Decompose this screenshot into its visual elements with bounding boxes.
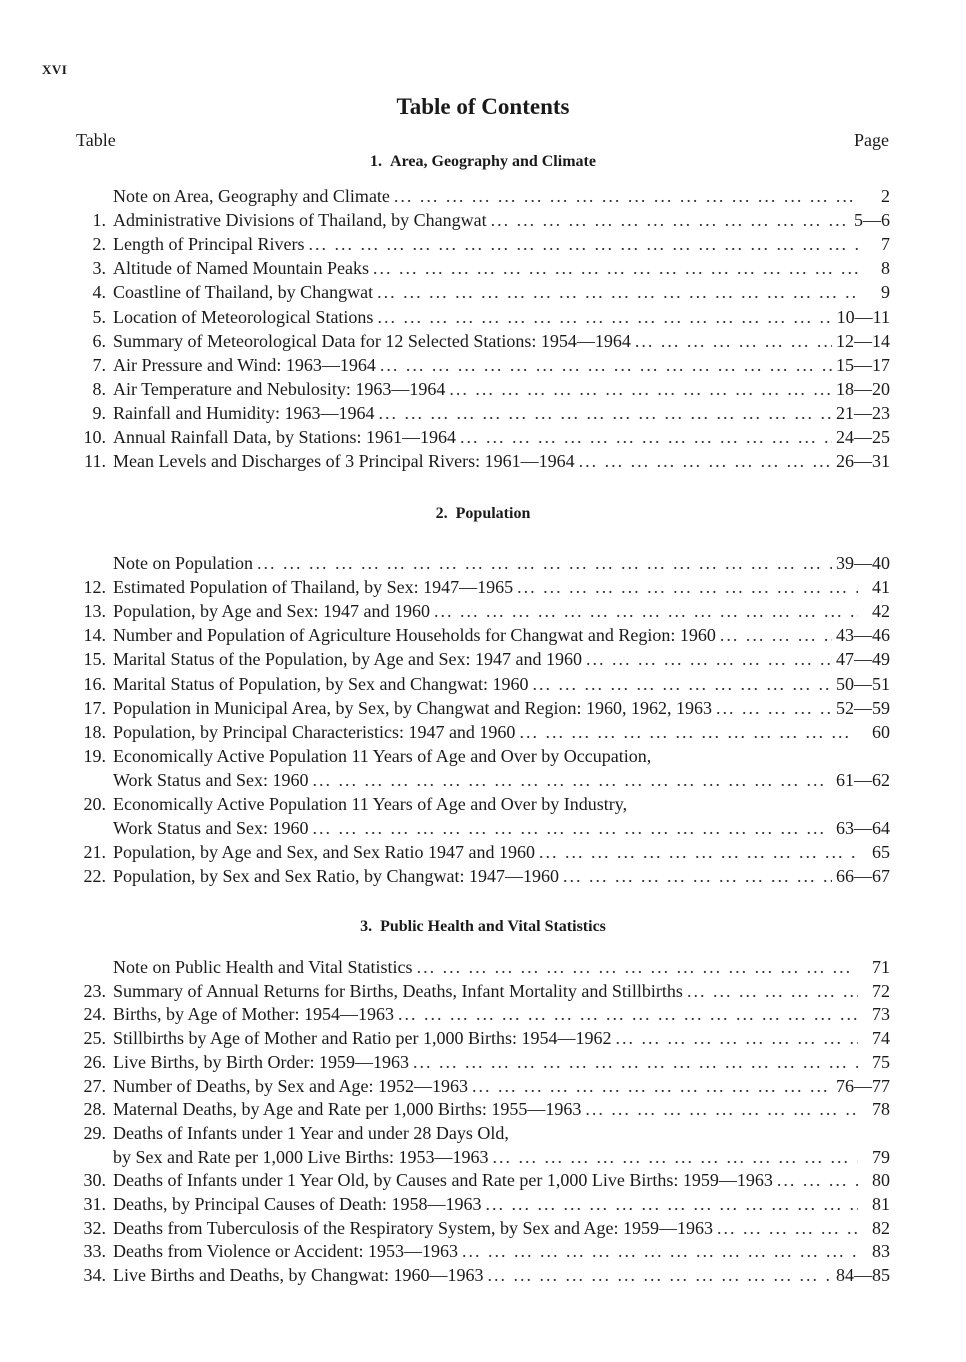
entry-number: 10. bbox=[83, 427, 106, 447]
entry-page: 82 bbox=[872, 1217, 890, 1238]
entry-title: Mean Levels and Discharges of 3 Principal Rivers: 1961—1964 bbox=[113, 451, 575, 472]
dot-leader bbox=[313, 768, 832, 792]
entry-number: 7. bbox=[92, 354, 106, 375]
dot-leader bbox=[635, 329, 832, 353]
entry-page: 47—49 bbox=[836, 649, 890, 670]
dot-leader bbox=[257, 551, 832, 575]
dot-leader bbox=[563, 864, 832, 888]
entry-page: 39—40 bbox=[836, 553, 890, 573]
toc-entry[interactable] bbox=[72, 329, 890, 353]
entry-number: 3. bbox=[92, 258, 106, 279]
entry-title: Altitude of Named Mountain Peaks bbox=[113, 258, 369, 279]
entry-number: 11. bbox=[84, 451, 106, 472]
entry-page: 26—31 bbox=[836, 451, 890, 472]
entry-number: 24. bbox=[83, 1004, 106, 1025]
entry-page: 21—23 bbox=[836, 402, 890, 423]
entry-number: 28. bbox=[83, 1099, 106, 1120]
entry-title: Marital Status of Population, by Sex and Changwat: 1960 bbox=[113, 673, 529, 694]
entry-title: Air Pressure and Wind: 1963—1964 bbox=[113, 354, 376, 375]
dot-leader bbox=[717, 1216, 858, 1240]
entry-page: 75 bbox=[872, 1051, 890, 1072]
dot-leader bbox=[417, 955, 858, 979]
toc-entry[interactable] bbox=[72, 768, 890, 792]
entry-number: 16. bbox=[83, 673, 106, 694]
dot-leader bbox=[539, 840, 858, 864]
dot-leader bbox=[716, 696, 832, 720]
dot-leader bbox=[373, 256, 858, 280]
entry-number: 1. bbox=[92, 210, 106, 231]
dot-leader bbox=[492, 1145, 858, 1169]
toc-entry[interactable] bbox=[72, 1239, 890, 1263]
entry-number: 13. bbox=[83, 601, 106, 622]
entry-number: 23. bbox=[83, 980, 106, 1001]
entry-title: by Sex and Rate per 1,000 Live Births: 1953—1963 bbox=[113, 1146, 489, 1167]
entry-page: 63—64 bbox=[836, 818, 890, 839]
entry-page: 52—59 bbox=[836, 697, 890, 718]
entry-page: 5—6 bbox=[854, 210, 890, 231]
entry-title: Air Temperature and Nebulosity: 1963—1964 bbox=[113, 378, 446, 399]
entry-title: Marital Status of the Population, by Age and Sex: 1947 and 1960 bbox=[113, 649, 582, 670]
toc-entry[interactable] bbox=[72, 955, 890, 979]
entry-number: 26. bbox=[83, 1051, 106, 1072]
entry-title: Population in Municipal Area, by Sex, by Changwat and Region: 1960, 1962, 1963 bbox=[113, 697, 712, 718]
dot-leader bbox=[313, 816, 832, 840]
entry-page: 24—25 bbox=[836, 427, 890, 447]
toc-entry[interactable] bbox=[72, 575, 890, 599]
entry-title: Number and Population of Agriculture Households for Changwat and Region: 1960 bbox=[113, 625, 716, 646]
dot-leader bbox=[377, 305, 832, 329]
toc-entry[interactable] bbox=[72, 401, 890, 425]
toc-entry[interactable] bbox=[72, 840, 890, 864]
toc-entry[interactable] bbox=[72, 816, 890, 840]
entry-title: Economically Active Population 11 Years of Age and Over by Industry, bbox=[113, 794, 628, 814]
entry-title: Population, by Age and Sex: 1947 and 1960 bbox=[113, 601, 430, 622]
section-number: 1. bbox=[370, 153, 383, 170]
entry-title: Summary of Meteorological Data for 12 Selected Stations: 1954—1964 bbox=[113, 330, 631, 351]
entry-page: 60 bbox=[872, 721, 890, 742]
column-header-page: Page bbox=[854, 130, 889, 150]
entry-title: Live Births and Deaths, by Changwat: 1960—1963 bbox=[113, 1265, 484, 1286]
dot-leader bbox=[380, 353, 832, 377]
toc-entry[interactable] bbox=[72, 696, 890, 720]
entry-title: Population, by Sex and Sex Ratio, by Changwat: 1947—1960 bbox=[113, 866, 559, 887]
entry-title: Rainfall and Humidity: 1963—1964 bbox=[113, 402, 375, 423]
dot-leader bbox=[460, 425, 832, 449]
dot-leader bbox=[532, 672, 832, 696]
toc-entry[interactable] bbox=[72, 1074, 890, 1098]
entry-number: 31. bbox=[83, 1194, 106, 1214]
entry-number: 12. bbox=[83, 577, 106, 598]
entry-number: 19. bbox=[83, 745, 106, 766]
entry-page: 12—14 bbox=[836, 330, 890, 351]
toc-entry[interactable] bbox=[72, 184, 890, 208]
entry-number: 32. bbox=[83, 1217, 106, 1238]
section-title: Population bbox=[455, 505, 531, 522]
dot-leader bbox=[378, 401, 832, 425]
section-heading bbox=[0, 153, 966, 171]
entry-title: Note on Population bbox=[113, 553, 253, 573]
dot-leader bbox=[413, 1050, 858, 1074]
entry-number: 9. bbox=[92, 402, 106, 423]
dot-leader bbox=[720, 623, 832, 647]
toc-entry[interactable] bbox=[72, 647, 890, 671]
toc-entry[interactable] bbox=[72, 1168, 890, 1192]
entry-number: 29. bbox=[83, 1122, 106, 1143]
entry-number: 21. bbox=[83, 842, 106, 863]
entry-number: 33. bbox=[83, 1241, 106, 1262]
entry-page: 72 bbox=[872, 980, 890, 1001]
dot-leader bbox=[449, 377, 832, 401]
toc-entry[interactable] bbox=[72, 1263, 890, 1287]
entry-page: 76—77 bbox=[836, 1075, 890, 1096]
entry-title: Summary of Annual Returns for Births, Deaths, Infant Mortality and Stillbirths bbox=[113, 980, 683, 1001]
entry-page: 78 bbox=[872, 1099, 890, 1120]
toc-entry[interactable] bbox=[72, 232, 890, 256]
dot-leader bbox=[394, 184, 858, 208]
toc-entry[interactable] bbox=[72, 1097, 890, 1121]
entry-page: 9 bbox=[881, 282, 890, 303]
toc-entry[interactable] bbox=[72, 280, 890, 304]
entry-title: Population, by Age and Sex, and Sex Ratio 1947 and 1960 bbox=[113, 842, 535, 863]
entry-title: Work Status and Sex: 1960 bbox=[113, 769, 309, 790]
dot-leader bbox=[519, 720, 858, 744]
toc-entry[interactable] bbox=[72, 1192, 890, 1216]
entry-title: Number of Deaths, by Sex and Age: 1952—1963 bbox=[113, 1075, 468, 1096]
dot-leader bbox=[308, 232, 858, 256]
entry-page: 15—17 bbox=[836, 354, 890, 375]
entry-number: 25. bbox=[83, 1028, 106, 1049]
entry-page: 66—67 bbox=[836, 866, 890, 887]
dot-leader bbox=[398, 1002, 858, 1026]
dot-leader bbox=[615, 1026, 858, 1050]
entry-title: Note on Area, Geography and Climate bbox=[113, 186, 390, 206]
entry-title: Live Births, by Birth Order: 1959—1963 bbox=[113, 1051, 409, 1072]
entry-page: 43—46 bbox=[836, 625, 890, 646]
section-title: Public Health and Vital Statistics bbox=[380, 918, 606, 935]
entry-title: Stillbirths by Age of Mother and Ratio per 1,000 Births: 1954—1962 bbox=[113, 1028, 612, 1049]
dot-leader bbox=[687, 979, 858, 1003]
entry-title: Maternal Deaths, by Age and Rate per 1,000 Births: 1955—1963 bbox=[113, 1099, 582, 1120]
toc-entry[interactable] bbox=[72, 720, 890, 744]
toc-entry[interactable] bbox=[72, 1121, 890, 1145]
toc-entry[interactable] bbox=[72, 1026, 890, 1050]
entry-title: Coastline of Thailand, by Changwat bbox=[113, 282, 374, 303]
toc-entry[interactable] bbox=[72, 256, 890, 280]
entry-title: Deaths, by Principal Causes of Death: 1958—1963 bbox=[113, 1194, 482, 1214]
entry-title: Location of Meteorological Stations bbox=[113, 306, 374, 327]
entry-title: Births, by Age of Mother: 1954—1963 bbox=[113, 1004, 394, 1025]
entry-number: 15. bbox=[83, 649, 106, 670]
toc-entry[interactable] bbox=[72, 305, 890, 329]
toc-entry[interactable] bbox=[72, 744, 890, 768]
entry-number: 17. bbox=[83, 697, 106, 718]
entry-number: 30. bbox=[83, 1170, 106, 1191]
entry-title: Deaths of Infants under 1 Year Old, by Causes and Rate per 1,000 Live Births: 1959—1963 bbox=[113, 1170, 773, 1191]
toc-entry[interactable] bbox=[72, 979, 890, 1003]
toc-entry[interactable] bbox=[72, 864, 890, 888]
entry-page: 10—11 bbox=[836, 306, 890, 327]
entry-page: 81 bbox=[872, 1194, 890, 1214]
dot-leader bbox=[777, 1168, 858, 1192]
entry-title: Economically Active Population 11 Years of Age and Over by Occupation, bbox=[113, 745, 652, 766]
entry-page: 61—62 bbox=[836, 769, 890, 790]
column-header-table: Table bbox=[76, 130, 116, 150]
dot-leader bbox=[579, 449, 832, 473]
entry-page: 2 bbox=[881, 186, 890, 206]
entry-title: Work Status and Sex: 1960 bbox=[113, 818, 309, 839]
toc-entry[interactable] bbox=[72, 1145, 890, 1169]
entry-number: 4. bbox=[92, 282, 106, 303]
entry-page: 73 bbox=[872, 1004, 890, 1025]
dot-leader bbox=[485, 1192, 858, 1216]
toc-entry[interactable] bbox=[72, 449, 890, 473]
dot-leader bbox=[487, 1263, 832, 1287]
dot-leader bbox=[491, 208, 850, 232]
entry-page: 8 bbox=[881, 258, 890, 279]
section-number: 2. bbox=[435, 505, 448, 522]
toc-entry[interactable] bbox=[72, 623, 890, 647]
entry-page: 84—85 bbox=[836, 1265, 890, 1286]
entry-page: 71 bbox=[872, 957, 890, 977]
toc-entry[interactable] bbox=[72, 551, 890, 575]
entry-number: 6. bbox=[92, 330, 106, 351]
section-number: 3. bbox=[360, 918, 373, 935]
entry-number: 27. bbox=[83, 1075, 106, 1096]
entry-title: Population, by Principal Characteristics: 1947 and 1960 bbox=[113, 721, 516, 742]
dot-leader bbox=[462, 1239, 858, 1263]
toc-entry[interactable] bbox=[72, 353, 890, 377]
entry-page: 50—51 bbox=[836, 673, 890, 694]
entry-number: 20. bbox=[83, 794, 106, 814]
page-title: Table of Contents bbox=[396, 94, 570, 119]
entry-page: 18—20 bbox=[836, 378, 890, 399]
section-heading bbox=[0, 918, 966, 936]
dot-leader bbox=[517, 575, 858, 599]
entry-number: 5. bbox=[92, 306, 106, 327]
entry-number: 14. bbox=[83, 625, 106, 646]
entry-title: Annual Rainfall Data, by Stations: 1961—1964 bbox=[113, 427, 456, 447]
entry-page: 79 bbox=[872, 1146, 890, 1167]
entry-number: 2. bbox=[92, 234, 106, 255]
toc-entry[interactable] bbox=[72, 1216, 890, 1240]
page-number: XVI bbox=[42, 62, 68, 77]
toc-entry[interactable] bbox=[72, 1050, 890, 1074]
entry-title: Deaths of Infants under 1 Year and under 28 Days Old, bbox=[113, 1122, 509, 1143]
toc-entry[interactable] bbox=[72, 672, 890, 696]
entry-page: 80 bbox=[872, 1170, 890, 1191]
section-title: Area, Geography and Climate bbox=[390, 153, 596, 170]
entry-title: Note on Public Health and Vital Statistics bbox=[113, 957, 413, 977]
section-heading bbox=[0, 505, 966, 523]
entry-title: Deaths from Tuberculosis of the Respiratory System, by Sex and Age: 1959—1963 bbox=[113, 1217, 713, 1238]
entry-number: 18. bbox=[83, 721, 106, 742]
entry-page: 42 bbox=[872, 601, 890, 622]
entry-page: 74 bbox=[872, 1028, 890, 1049]
toc-entry[interactable] bbox=[72, 1002, 890, 1026]
toc-entry[interactable] bbox=[72, 599, 890, 623]
entry-title: Administrative Divisions of Thailand, by Changwat bbox=[113, 210, 487, 231]
entry-title: Length of Principal Rivers bbox=[113, 234, 305, 255]
dot-leader bbox=[377, 280, 858, 304]
entry-page: 7 bbox=[881, 234, 890, 255]
toc-entry[interactable] bbox=[72, 377, 890, 401]
toc-entry[interactable] bbox=[72, 792, 890, 816]
entry-page: 65 bbox=[872, 842, 890, 863]
entry-number: 22. bbox=[83, 866, 106, 887]
dot-leader bbox=[472, 1074, 832, 1098]
entry-title: Estimated Population of Thailand, by Sex: 1947—1965 bbox=[113, 577, 514, 598]
entry-number: 8. bbox=[92, 378, 106, 399]
dot-leader bbox=[434, 599, 858, 623]
dot-leader bbox=[586, 647, 832, 671]
entry-number: 34. bbox=[83, 1265, 106, 1286]
toc-entry[interactable] bbox=[72, 425, 890, 449]
toc-entry[interactable] bbox=[72, 208, 890, 232]
entry-page: 83 bbox=[872, 1241, 890, 1262]
entry-page: 41 bbox=[872, 577, 890, 598]
dot-leader bbox=[585, 1097, 858, 1121]
entry-title: Deaths from Violence or Accident: 1953—1963 bbox=[113, 1241, 459, 1262]
